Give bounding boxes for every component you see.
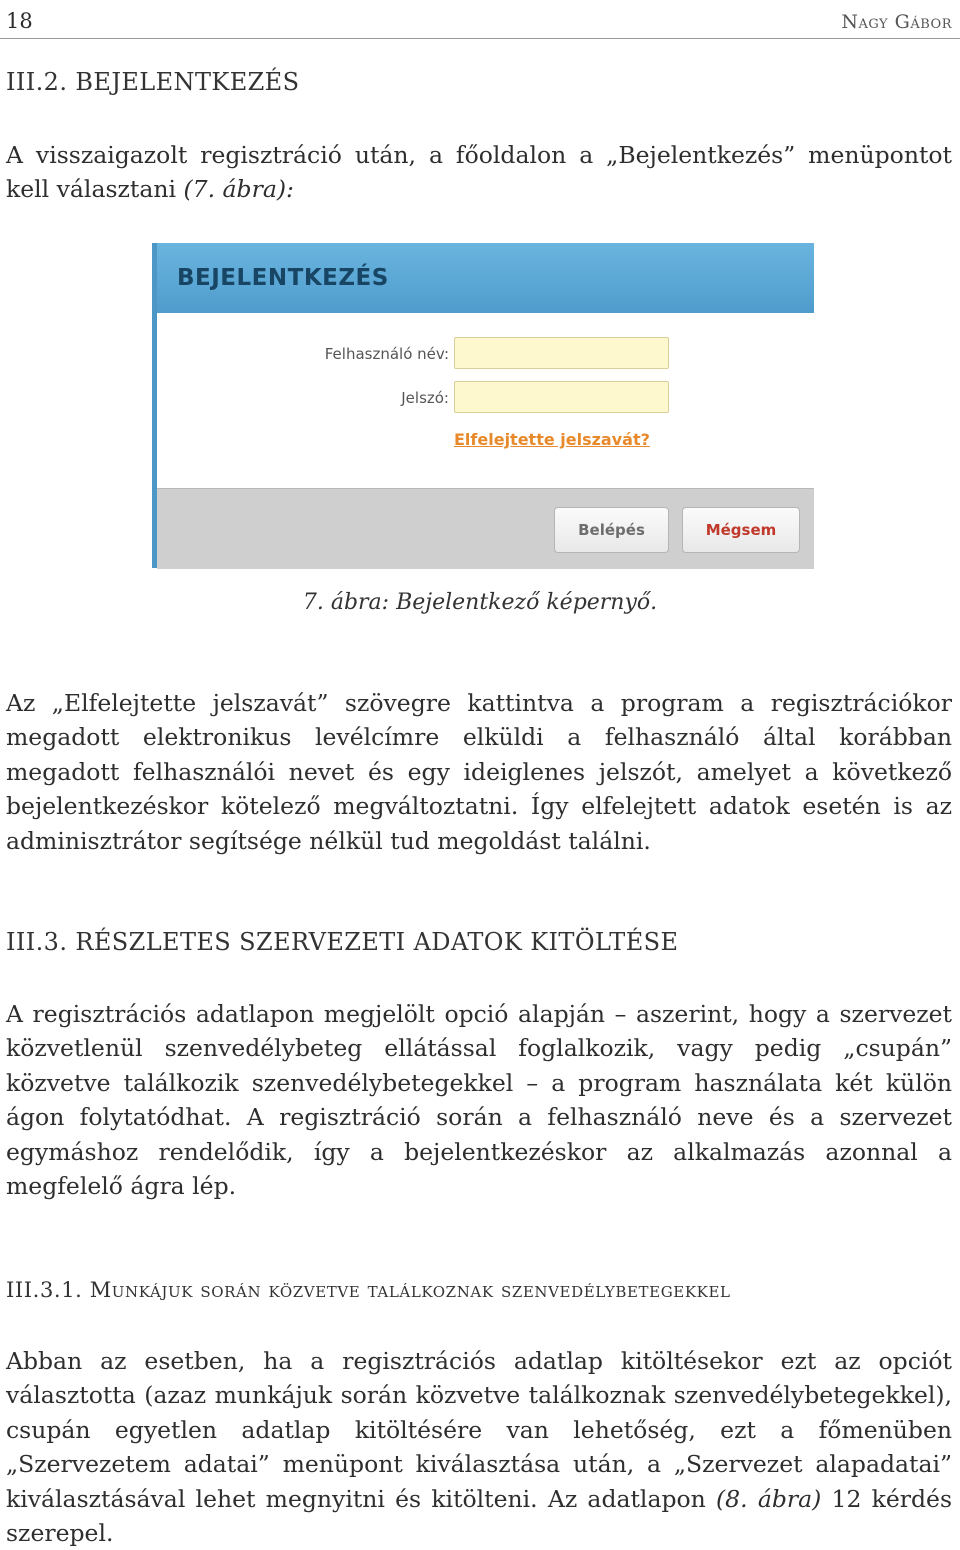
login-intro-text: A visszaigazolt regisztráció után, a főoldalon a „Bejelentkezés” menüpontot kell választani	[6, 141, 952, 204]
username-label: Felhasználó név:	[324, 345, 449, 363]
figure-reference: (7. ábra):	[183, 175, 294, 204]
running-header-author: Nagy Gábor	[841, 11, 952, 33]
dialog-footer	[157, 488, 814, 569]
dialog-body	[157, 313, 814, 488]
password-label: Jelszó:	[401, 389, 449, 407]
password-input[interactable]	[454, 381, 669, 413]
forgot-password-link[interactable]: Elfelejtette jelszavát?	[454, 430, 650, 449]
dialog-title: BEJELENTKEZÉS	[177, 265, 389, 291]
dialog-titlebar	[157, 243, 814, 313]
figure-caption: 7. ábra: Bejelentkező képernyő.	[302, 590, 658, 615]
figure-reference-8: (8. ábra)	[716, 1484, 822, 1513]
section-heading-details: III.3. RÉSZLETES SZERVEZETI ADATOK KITÖLTÉSE	[6, 928, 679, 956]
cancel-button[interactable]: Mégsem	[682, 507, 800, 553]
subsection-heading-indirect: III.3.1. Munkájuk során közvetve találkoznak szenvedélybetegekkel	[6, 1278, 731, 1302]
login-intro-paragraph	[6, 138, 952, 207]
login-dialog-figure	[152, 243, 814, 568]
username-input[interactable]	[454, 337, 669, 369]
indirect-paragraph-tail: 12 kérdés szerepel.	[6, 1484, 953, 1548]
page-header	[0, 0, 960, 39]
forgot-password-paragraph: Az „Elfelejtette jelszavát” szövegre kattintva a program a regisztrációkor megadott elektronikus levélcímre elküldi a felhasználó által korábban megadott felhasználói nevet és egy ideiglenes jelszót, amelyet a következő bejelentkezéskor kötelező megváltoztatni. Így elfelejtett adatok esetén is az adminisztrátor segítsége nélkül tud megoldást találni.	[6, 689, 952, 855]
details-paragraph: A regisztrációs adatlapon megjelölt opció alapján – aszerint, hogy a szervezet közvetlenül szenvedélybeteg ellátással foglalkozik, vagy pedig „csupán” közvetve találkozik szenvedélybetegekkel – a program használata két külön ágon folytatódhat. A regisztráció során a felhasználó neve és a szervezet egymáshoz rendelődik, így a bejelentkezéskor az alkalmazás azonnal a megfelelő ágra lép.	[6, 1000, 952, 1201]
indirect-paragraph	[6, 1344, 952, 1550]
page-number: 18	[6, 9, 33, 33]
login-button[interactable]: Belépés	[554, 507, 669, 553]
indirect-paragraph-text: Abban az esetben, ha a regisztrációs adatlap kitöltésekor ezt az opciót választotta (azaz munkájuk során közvetve találkoznak szenvedélybetegekkel), csupán egyetlen adatlap kitöltésére van lehetőség, ezt a főmenüben „Szervezetem adatai” menüpont kiválasztása után, a „Szervezet alapadatai” kiválasztásával lehet megnyitni és kitölteni. Az adatlapon	[6, 1347, 952, 1513]
section-heading-login: III.2. BEJELENTKEZÉS	[6, 68, 300, 96]
